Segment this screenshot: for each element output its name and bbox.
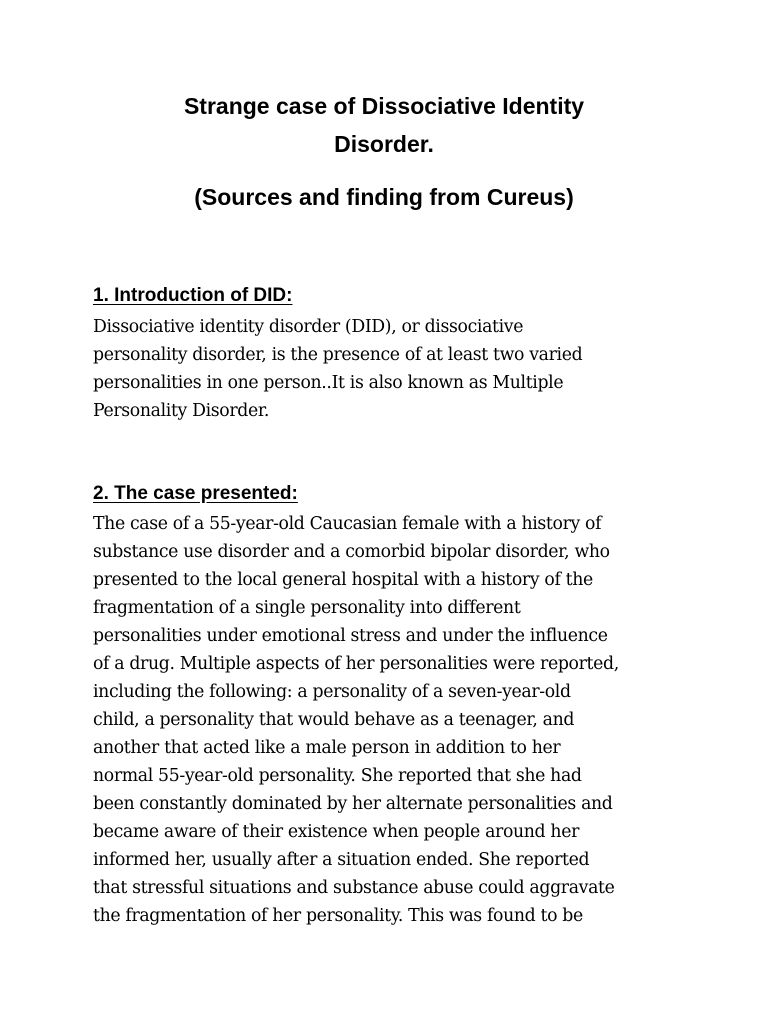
text-line: informed her, usually after a situation ended. She reported — [93, 850, 590, 870]
text-line: personality disorder, is the presence of at least two varied — [93, 345, 583, 365]
text-line: became aware of their existence when people around her — [93, 822, 579, 842]
section-heading-introduction: 1. Introduction of DID: — [93, 285, 293, 306]
title-line-2: Disorder. — [334, 131, 434, 157]
text-line: Personality Disorder. — [93, 401, 270, 421]
section-body-case-presented — [93, 510, 683, 930]
section-body-introduction — [93, 313, 683, 425]
text-line: been constantly dominated by her alternate personalities and — [93, 794, 613, 814]
document-subtitle: (Sources and finding from Cureus) — [194, 184, 574, 210]
text-line: another that acted like a male person in addition to her — [93, 738, 561, 758]
text-line: normal 55-year-old personality. She reported that she had — [93, 766, 582, 786]
text-line: including the following: a personality of a seven-year-old — [93, 682, 571, 702]
section-heading-case-presented: 2. The case presented: — [93, 483, 298, 504]
text-line: presented to the local general hospital with a history of the — [93, 570, 593, 590]
text-line: fragmentation of a single personality into different — [93, 598, 521, 618]
text-line: child, a personality that would behave as a teenager, and — [93, 710, 575, 730]
text-line: of a drug. Multiple aspects of her personalities were reported, — [93, 654, 619, 674]
text-line: Dissociative identity disorder (DID), or dissociative — [93, 317, 524, 337]
text-line: personalities under emotional stress and under the influence — [93, 626, 608, 646]
title-line-1: Strange case of Dissociative Identity — [183, 93, 585, 119]
text-line: substance use disorder and a comorbid bipolar disorder, who — [93, 542, 610, 562]
document-title — [100, 87, 668, 163]
text-line: that stressful situations and substance abuse could aggravate — [93, 878, 615, 898]
text-line: the fragmentation of her personality. This was found to be — [93, 906, 583, 926]
text-line: The case of a 55-year-old Caucasian female with a history of — [93, 514, 602, 534]
text-line: personalities in one person..It is also known as Multiple — [93, 373, 564, 393]
